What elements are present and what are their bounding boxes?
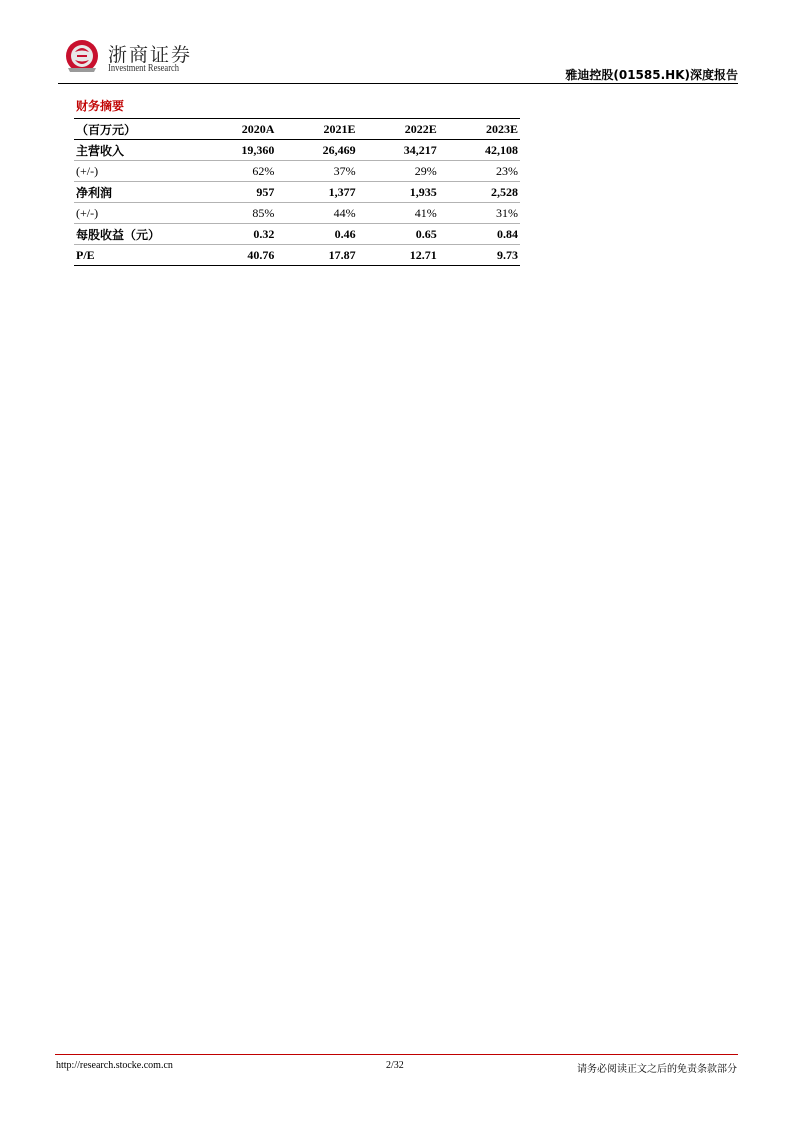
table-cell: 0.84 xyxy=(439,224,520,245)
table-row xyxy=(74,182,520,203)
page-header xyxy=(58,36,738,84)
table-cell: 23% xyxy=(439,161,520,182)
table-cell: 19,360 xyxy=(195,140,276,161)
row-label: 每股收益（元） xyxy=(74,224,195,245)
table-cell: 1,377 xyxy=(276,182,357,203)
row-label: P/E xyxy=(74,245,195,266)
table-cell: 9.73 xyxy=(439,245,520,266)
table-row xyxy=(74,224,520,245)
page-number: 2/32 xyxy=(386,1060,404,1071)
column-header-2023e: 2023E xyxy=(439,119,520,140)
column-header-2020a: 2020A xyxy=(195,119,276,140)
table-cell: 40.76 xyxy=(195,245,276,266)
table-cell: 0.65 xyxy=(358,224,439,245)
table-cell: 26,469 xyxy=(276,140,357,161)
table-row xyxy=(74,161,520,182)
table-cell: 85% xyxy=(195,203,276,224)
header-divider xyxy=(58,83,738,84)
section-title: 财务摘要 xyxy=(76,99,125,113)
footer-disclaimer: 请务必阅读正文之后的免责条款部分 xyxy=(577,1064,737,1075)
table-cell: 1,935 xyxy=(358,182,439,203)
report-title: 雅迪控股(01585.HK)深度报告 xyxy=(565,68,738,82)
table-cell: 0.32 xyxy=(195,224,276,245)
table-row xyxy=(74,203,520,224)
table-cell: 44% xyxy=(276,203,357,224)
table-header-row xyxy=(74,119,520,140)
table-cell: 2,528 xyxy=(439,182,520,203)
column-header-2022e: 2022E xyxy=(358,119,439,140)
table-cell: 12.71 xyxy=(358,245,439,266)
table-cell: 34,217 xyxy=(358,140,439,161)
financial-summary-table xyxy=(74,118,520,266)
zheshang-logo-icon xyxy=(64,38,100,74)
logo-text-en: Investment Research xyxy=(108,63,180,74)
footer-url[interactable]: http://research.stocke.com.cn xyxy=(56,1060,173,1071)
row-label: 净利润 xyxy=(74,182,195,203)
table-row xyxy=(74,140,520,161)
logo-text-cn: 浙商证券 xyxy=(108,44,193,66)
table-row xyxy=(74,245,520,266)
table-cell: 0.46 xyxy=(276,224,357,245)
row-label: 主营收入 xyxy=(74,140,195,161)
column-header-2021e: 2021E xyxy=(276,119,357,140)
table-cell: 37% xyxy=(276,161,357,182)
table-cell: 17.87 xyxy=(276,245,357,266)
table-cell: 42,108 xyxy=(439,140,520,161)
table-cell: 29% xyxy=(358,161,439,182)
footer-divider xyxy=(55,1054,738,1055)
column-header-unit: （百万元） xyxy=(74,119,195,140)
row-label: (+/-) xyxy=(74,203,195,224)
table-cell: 62% xyxy=(195,161,276,182)
table-cell: 957 xyxy=(195,182,276,203)
table-cell: 41% xyxy=(358,203,439,224)
row-label: (+/-) xyxy=(74,161,195,182)
table-cell: 31% xyxy=(439,203,520,224)
